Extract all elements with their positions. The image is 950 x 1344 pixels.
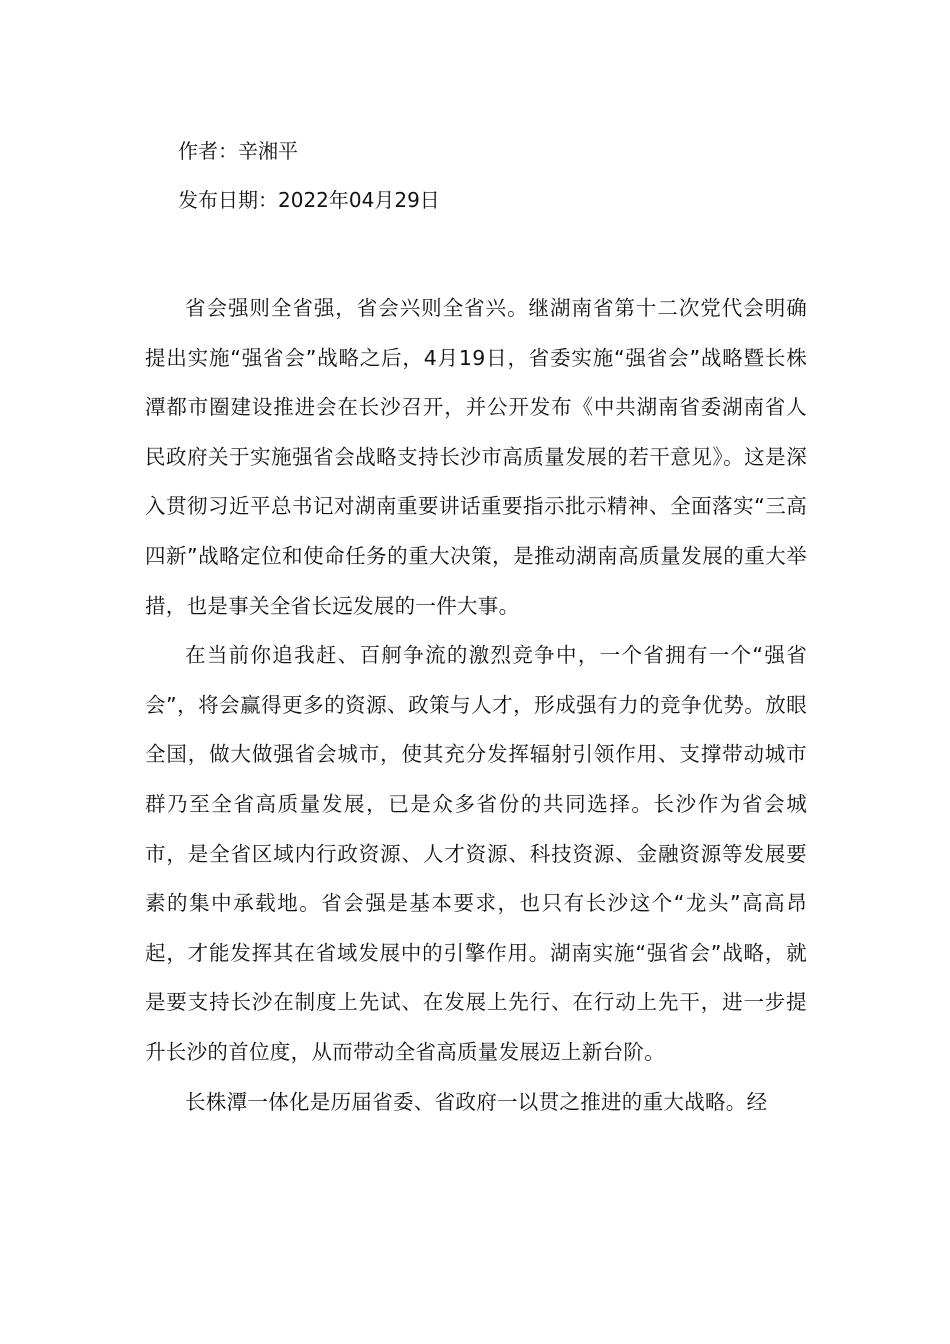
author-line: 作者：辛湘平	[178, 139, 298, 163]
article-paragraph-1: 省会强则全省强，省会兴则全省兴。继湖南省第十二次党代会明确提出实施“强省会”战略之后，4月19日，省委实施“强省会”战略暨长株潭都市圈建设推进会在长沙召开，并公开发布《中共湖南省委湖南省人民政府关于实施强省会战略支持长沙市高质量发展的若干意见》。这是深入贯彻习近平总书记对湖南重要讲话重要指示批示精神、全面落实“三高四新”战略定位和使命任务的重大决策，是推动湖南高质量发展的重大举措，也是事关全省长远发展的一件大事。	[145, 296, 807, 618]
article-body	[145, 284, 807, 1127]
publish-date-line: 发布日期：2022年04月29日	[178, 188, 440, 212]
article-paragraph-2: 在当前你追我赶、百舸争流的激烈竞争中，一个省拥有一个“强省会”，将会赢得更多的资源、政策与人才，形成强有力的竞争优势。放眼全国，做大做强省会城市，使其充分发挥辐射引领作用、支撑带动城市群乃至全省高质量发展，已是众多省份的共同选择。长沙作为省会城市，是全省区域内行政资源、人才资源、科技资源、金融资源等发展要素的集中承载地。省会强是基本要求，也只有长沙这个“龙头”高高昂起，才能发挥其在省域发展中的引擎作用。湖南实施“强省会”战略，就是要支持长沙在制度上先试、在发展上先行、在行动上先干，进一步提升长沙的首位度，从而带动全省高质量发展迈上新台阶。	[145, 643, 807, 1064]
article-paragraph-3: 长株潭一体化是历届省委、省政府一以贯之推进的重大战略。经	[185, 1089, 768, 1114]
